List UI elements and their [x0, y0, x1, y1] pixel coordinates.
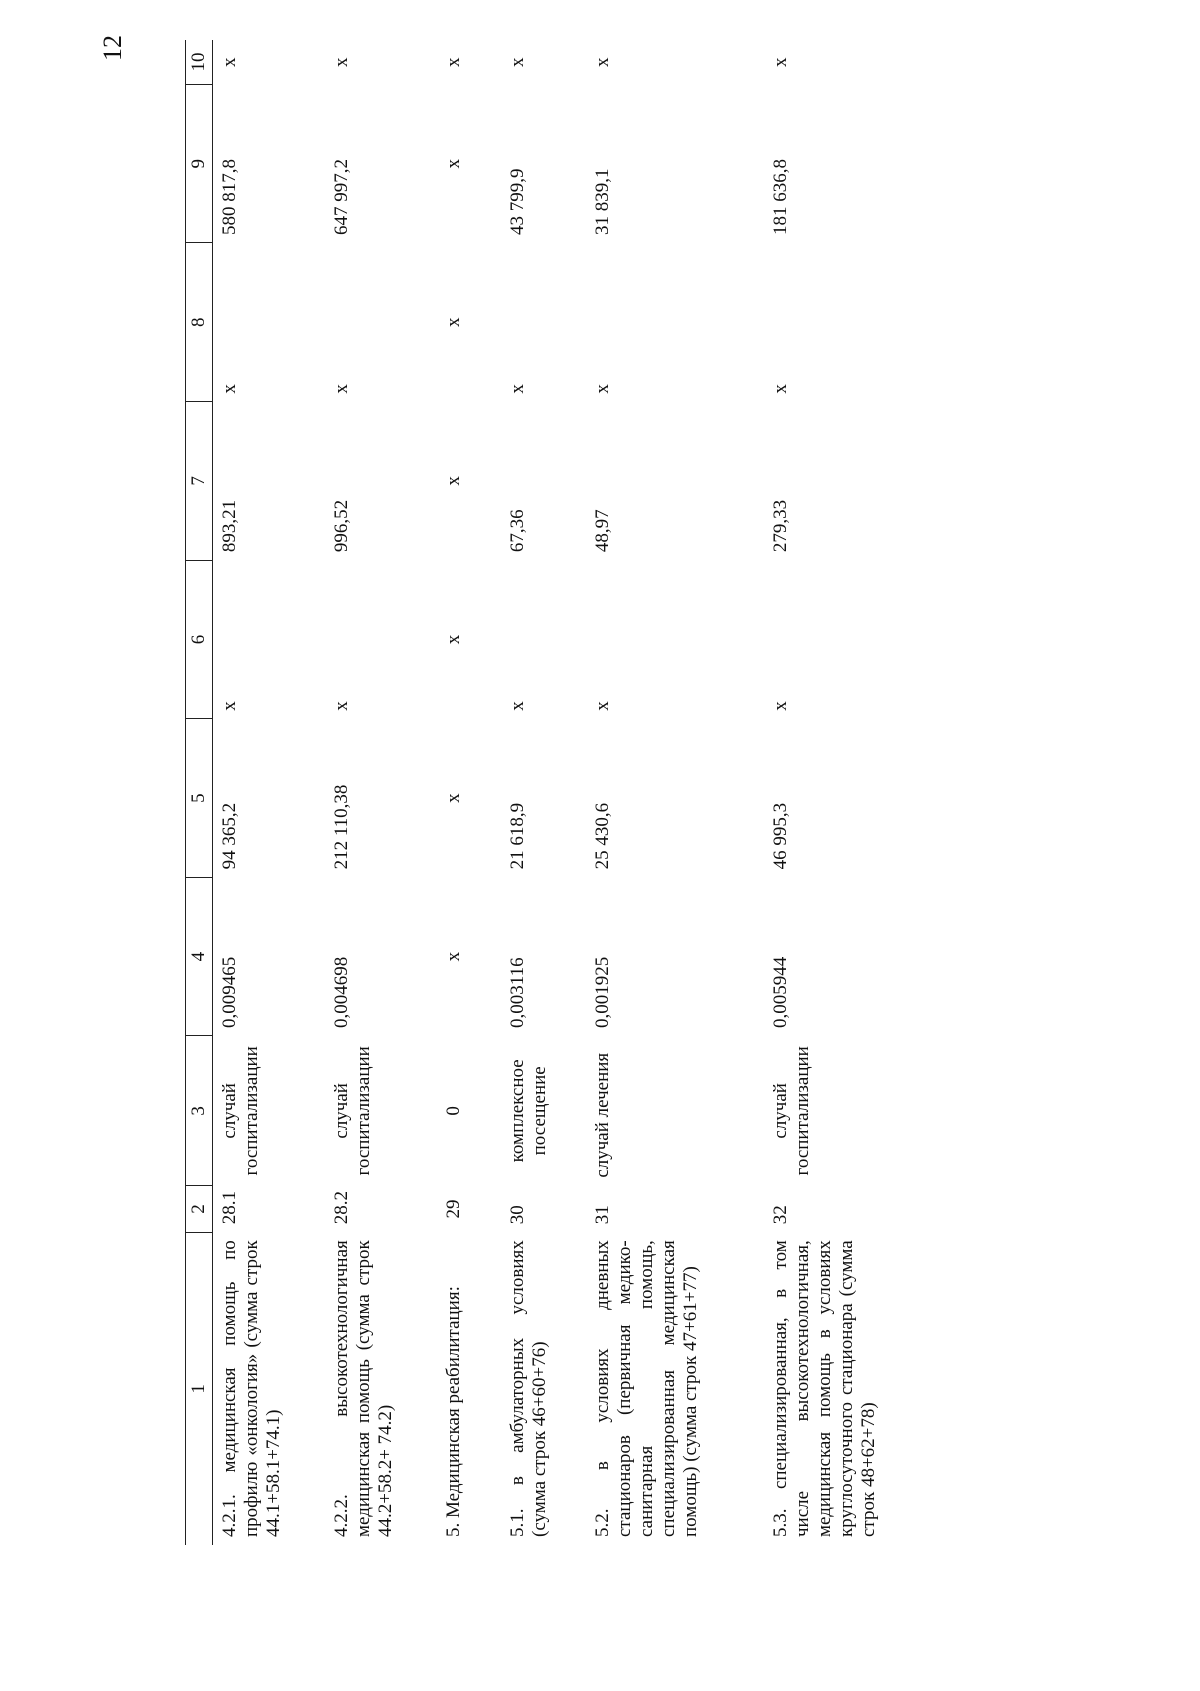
- table-row: [764, 40, 914, 1545]
- value-cell: х: [591, 384, 613, 394]
- unit-cell: комплексное посещение: [506, 1059, 550, 1163]
- value-cell: 0,003116: [506, 957, 528, 1028]
- value-cell: 31 839,1: [591, 168, 613, 235]
- value-cell: х: [219, 57, 241, 67]
- row-number: 29: [442, 1199, 464, 1219]
- column-header: 5: [186, 719, 213, 878]
- row-label: 4.2.1. медицинская помощь по профилю «онкология» (сумма строк 44.1+58.1+74.1): [219, 1240, 285, 1537]
- value-cell: х: [769, 701, 791, 711]
- row-label: 5.3. специализированная, в том числе высокотехнологичная, медицинская помощь в условиях круглосуточного стационара (сумма строк 48+62+78): [769, 1240, 879, 1537]
- value-cell: 893,21: [219, 499, 241, 553]
- value-cell: 212 110,38: [330, 784, 352, 870]
- value-cell: 0,005944: [769, 956, 791, 1028]
- column-header: 9: [186, 84, 213, 243]
- page-number-wrapper: [98, 35, 158, 108]
- value-cell: х: [442, 57, 464, 67]
- value-cell: х: [219, 384, 241, 394]
- value-cell: 67,36: [506, 509, 528, 553]
- unit-cell: случай госпитализации: [769, 1046, 813, 1176]
- value-cell: х: [506, 384, 528, 394]
- row-number: 28.2: [330, 1191, 352, 1225]
- value-cell: х: [330, 701, 352, 711]
- value-cell: 46 995,3: [769, 802, 791, 870]
- row-label: 5. Медицинская реабилитация:: [442, 1286, 464, 1537]
- value-cell: 647 997,2: [330, 158, 352, 235]
- unit-cell: случай лечения: [591, 1052, 613, 1178]
- row-label: 5.1. в амбулаторных условиях (сумма строк 46+60+76): [506, 1240, 550, 1537]
- value-cell: х: [442, 476, 464, 486]
- value-cell: 0,004698: [330, 956, 352, 1028]
- table-row: [586, 40, 764, 1545]
- column-header: 7: [186, 402, 213, 561]
- table-row: [213, 40, 325, 1545]
- value-cell: х: [442, 634, 464, 645]
- value-cell: 181 636,8: [769, 158, 791, 235]
- unit-cell: случай госпитализации: [330, 1046, 374, 1176]
- value-cell: х: [330, 57, 352, 67]
- column-header: 2: [186, 1186, 213, 1233]
- value-cell: 25 430,6: [591, 802, 613, 870]
- value-cell: 279,33: [769, 499, 791, 553]
- table-row: [325, 40, 437, 1545]
- page-number: 12: [98, 35, 127, 61]
- value-cell: х: [506, 57, 528, 67]
- row-number: 31: [591, 1205, 613, 1225]
- value-cell: х: [219, 701, 241, 711]
- value-cell: х: [442, 951, 464, 962]
- row-number: 30: [506, 1205, 528, 1225]
- value-cell: х: [591, 57, 613, 67]
- value-cell: 0,009465: [219, 956, 241, 1028]
- table-header-row: [186, 40, 213, 1545]
- value-cell: 580 817,8: [219, 158, 241, 235]
- value-cell: х: [330, 384, 352, 394]
- row-label: 5.2. в условиях дневных стационаров (первичная медико-санитарная помощь, специализированная медицинская помощь) (сумма строк 47+61+77): [591, 1240, 701, 1537]
- value-cell: 0,001925: [591, 956, 613, 1028]
- value-cell: 48,97: [591, 509, 613, 553]
- data-table: [185, 40, 914, 1545]
- value-cell: х: [769, 384, 791, 394]
- value-cell: х: [442, 793, 464, 803]
- value-cell: 21 618,9: [506, 802, 528, 870]
- column-header: 6: [186, 560, 213, 719]
- value-cell: х: [442, 317, 464, 328]
- value-cell: 996,52: [330, 499, 352, 553]
- rotated-table-container: [185, 40, 890, 1545]
- row-label: 4.2.2. высокотехнологичная медицинская помощь (сумма строк 44.2+58.2+ 74.2): [330, 1240, 396, 1537]
- column-header: 4: [186, 877, 213, 1036]
- column-header: 10: [186, 40, 213, 84]
- value-cell: х: [769, 57, 791, 67]
- unit-cell: 0: [442, 1106, 464, 1116]
- table-row: [501, 40, 586, 1545]
- column-header: 1: [186, 1232, 213, 1545]
- value-cell: 43 799,9: [506, 168, 528, 235]
- column-header: 8: [186, 243, 213, 402]
- value-cell: х: [506, 701, 528, 711]
- table-row: [437, 40, 501, 1545]
- value-cell: 94 365,2: [219, 802, 241, 870]
- row-number: 32: [769, 1205, 791, 1225]
- value-cell: х: [442, 158, 464, 169]
- row-number: 28.1: [219, 1191, 241, 1225]
- value-cell: х: [591, 701, 613, 711]
- unit-cell: случай госпитализации: [219, 1046, 263, 1176]
- column-header: 3: [186, 1036, 213, 1186]
